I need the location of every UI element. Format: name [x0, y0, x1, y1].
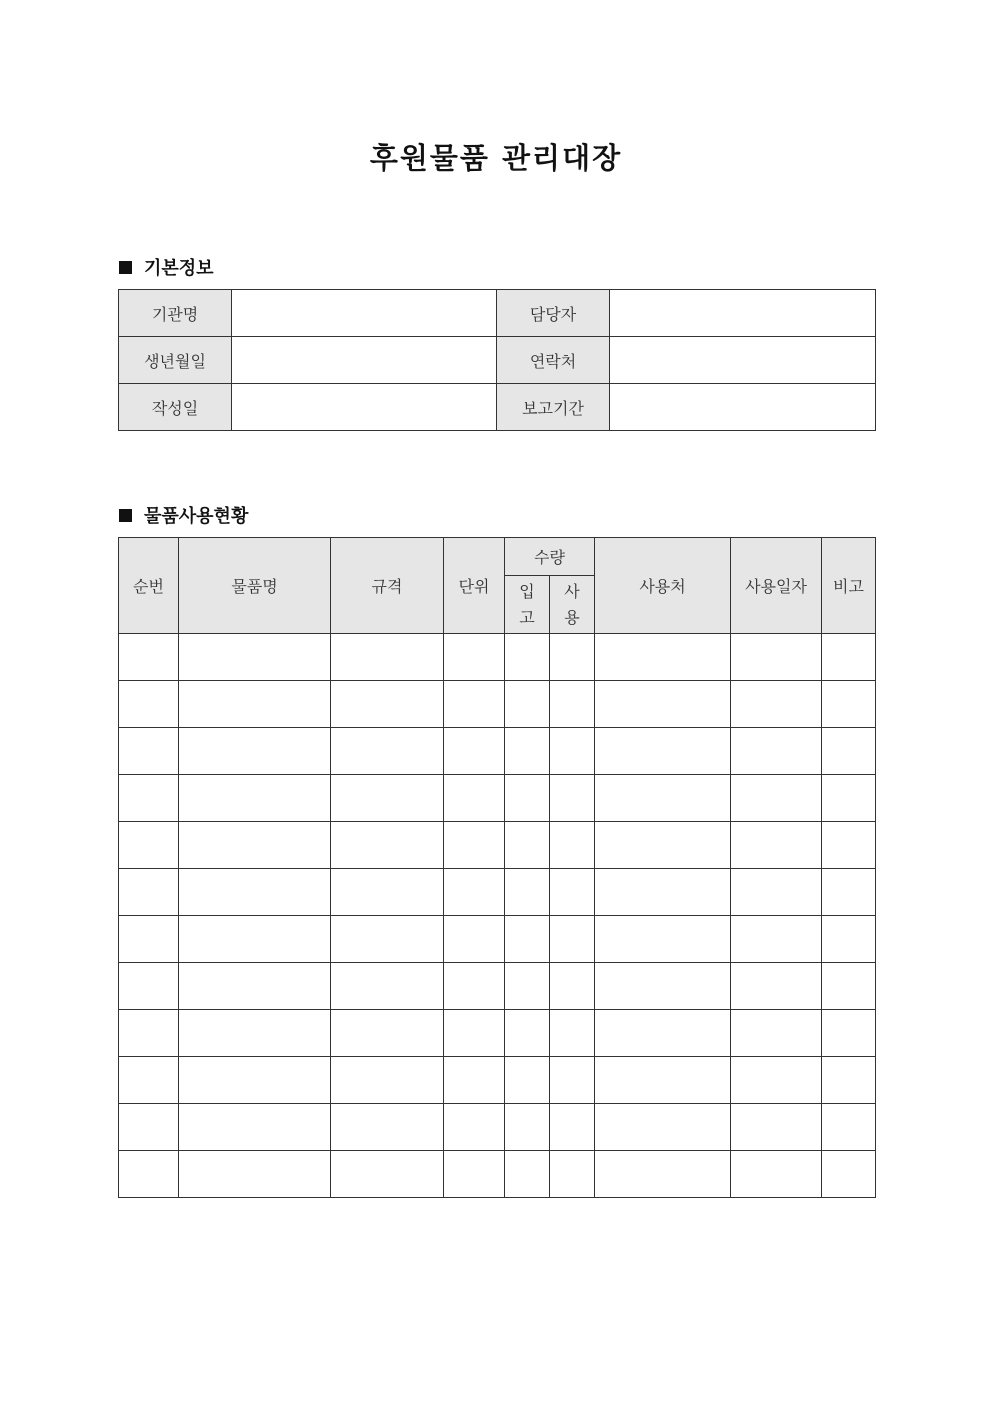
used-at-cell[interactable]	[595, 1104, 731, 1151]
note-cell[interactable]	[822, 634, 876, 681]
note-cell[interactable]	[822, 963, 876, 1010]
table-row	[119, 869, 876, 916]
used-at-cell[interactable]	[595, 775, 731, 822]
square-bullet-icon	[119, 261, 132, 274]
basic-label: 작성일	[119, 384, 232, 431]
unit-cell[interactable]	[444, 728, 505, 775]
header-in-bottom: 고	[519, 607, 535, 627]
item-name-cell[interactable]	[179, 1151, 331, 1198]
spec-cell[interactable]	[331, 1057, 444, 1104]
table-row	[119, 1104, 876, 1151]
unit-cell[interactable]	[444, 681, 505, 728]
item-name-cell[interactable]	[179, 634, 331, 681]
header-spec: 규격	[331, 538, 444, 634]
basic-value-field[interactable]	[232, 290, 497, 337]
in-qty-cell[interactable]	[505, 1151, 550, 1198]
square-bullet-icon	[119, 509, 132, 522]
unit-cell[interactable]	[444, 775, 505, 822]
used-at-cell[interactable]	[595, 822, 731, 869]
basic-label: 보고기간	[497, 384, 610, 431]
unit-cell[interactable]	[444, 1057, 505, 1104]
seq-cell[interactable]	[119, 1104, 179, 1151]
used-at-cell[interactable]	[595, 1010, 731, 1057]
basic-info-heading-text: 기본정보	[144, 258, 214, 279]
basic-info-table	[118, 289, 876, 431]
header-note: 비고	[822, 538, 876, 634]
in-qty-cell[interactable]	[505, 634, 550, 681]
seq-cell[interactable]	[119, 1151, 179, 1198]
seq-cell[interactable]	[119, 963, 179, 1010]
basic-info-row	[119, 290, 876, 337]
used-date-cell[interactable]	[731, 869, 822, 916]
used-date-cell[interactable]	[731, 1057, 822, 1104]
table-row	[119, 963, 876, 1010]
spec-cell[interactable]	[331, 822, 444, 869]
use-qty-cell[interactable]	[550, 1151, 595, 1198]
used-date-cell[interactable]	[731, 728, 822, 775]
header-seq: 순번	[119, 538, 179, 634]
basic-label: 생년월일	[119, 337, 232, 384]
use-qty-cell[interactable]	[550, 963, 595, 1010]
basic-info-row	[119, 337, 876, 384]
note-cell[interactable]	[822, 1151, 876, 1198]
header-unit: 단위	[444, 538, 505, 634]
table-row	[119, 1057, 876, 1104]
unit-cell[interactable]	[444, 634, 505, 681]
in-qty-cell[interactable]	[505, 822, 550, 869]
header-use-bottom: 용	[564, 607, 580, 627]
item-name-cell[interactable]	[179, 775, 331, 822]
note-cell[interactable]	[822, 1057, 876, 1104]
usage-heading	[119, 502, 248, 528]
spec-cell[interactable]	[331, 1104, 444, 1151]
item-name-cell[interactable]	[179, 1104, 331, 1151]
header-quantity-in	[505, 576, 550, 634]
spec-cell[interactable]	[331, 775, 444, 822]
used-date-cell[interactable]	[731, 1010, 822, 1057]
in-qty-cell[interactable]	[505, 963, 550, 1010]
unit-cell[interactable]	[444, 1010, 505, 1057]
spec-cell[interactable]	[331, 681, 444, 728]
use-qty-cell[interactable]	[550, 634, 595, 681]
unit-cell[interactable]	[444, 1151, 505, 1198]
seq-cell[interactable]	[119, 681, 179, 728]
document-title: 후원물품 관리대장	[369, 141, 623, 175]
basic-info-heading	[119, 254, 214, 280]
used-at-cell[interactable]	[595, 634, 731, 681]
in-qty-cell[interactable]	[505, 775, 550, 822]
item-name-cell[interactable]	[179, 916, 331, 963]
in-qty-cell[interactable]	[505, 916, 550, 963]
usage-table	[118, 537, 876, 1198]
seq-cell[interactable]	[119, 775, 179, 822]
use-qty-cell[interactable]	[550, 728, 595, 775]
basic-value-field[interactable]	[610, 290, 876, 337]
table-row	[119, 681, 876, 728]
used-at-cell[interactable]	[595, 963, 731, 1010]
in-qty-cell[interactable]	[505, 869, 550, 916]
basic-label: 기관명	[119, 290, 232, 337]
in-qty-cell[interactable]	[505, 728, 550, 775]
basic-value-field[interactable]	[610, 384, 876, 431]
used-date-cell[interactable]	[731, 775, 822, 822]
used-at-cell[interactable]	[595, 1151, 731, 1198]
basic-value-field[interactable]	[232, 337, 497, 384]
header-item-name: 물품명	[179, 538, 331, 634]
header-quantity-use	[550, 576, 595, 634]
item-name-cell[interactable]	[179, 681, 331, 728]
used-at-cell[interactable]	[595, 728, 731, 775]
usage-heading-text: 물품사용현황	[144, 506, 249, 527]
note-cell[interactable]	[822, 775, 876, 822]
used-date-cell[interactable]	[731, 1151, 822, 1198]
note-cell[interactable]	[822, 916, 876, 963]
note-cell[interactable]	[822, 869, 876, 916]
table-row	[119, 728, 876, 775]
header-quantity: 수량	[505, 538, 595, 576]
used-at-cell[interactable]	[595, 681, 731, 728]
in-qty-cell[interactable]	[505, 1057, 550, 1104]
note-cell[interactable]	[822, 1010, 876, 1057]
item-name-cell[interactable]	[179, 1010, 331, 1057]
use-qty-cell[interactable]	[550, 1104, 595, 1151]
unit-cell[interactable]	[444, 963, 505, 1010]
basic-value-field[interactable]	[232, 384, 497, 431]
basic-label: 연락처	[497, 337, 610, 384]
spec-cell[interactable]	[331, 1010, 444, 1057]
seq-cell[interactable]	[119, 916, 179, 963]
use-qty-cell[interactable]	[550, 1010, 595, 1057]
use-qty-cell[interactable]	[550, 916, 595, 963]
used-date-cell[interactable]	[731, 634, 822, 681]
in-qty-cell[interactable]	[505, 1104, 550, 1151]
use-qty-cell[interactable]	[550, 1057, 595, 1104]
item-name-cell[interactable]	[179, 869, 331, 916]
unit-cell[interactable]	[444, 822, 505, 869]
unit-cell[interactable]	[444, 869, 505, 916]
spec-cell[interactable]	[331, 634, 444, 681]
table-row	[119, 822, 876, 869]
use-qty-cell[interactable]	[550, 869, 595, 916]
use-qty-cell[interactable]	[550, 775, 595, 822]
spec-cell[interactable]	[331, 869, 444, 916]
spec-cell[interactable]	[331, 728, 444, 775]
unit-cell[interactable]	[444, 916, 505, 963]
note-cell[interactable]	[822, 728, 876, 775]
used-date-cell[interactable]	[731, 822, 822, 869]
header-used-at: 사용처	[595, 538, 731, 634]
spec-cell[interactable]	[331, 963, 444, 1010]
used-date-cell[interactable]	[731, 963, 822, 1010]
item-name-cell[interactable]	[179, 822, 331, 869]
used-date-cell[interactable]	[731, 916, 822, 963]
seq-cell[interactable]	[119, 728, 179, 775]
seq-cell[interactable]	[119, 869, 179, 916]
in-qty-cell[interactable]	[505, 681, 550, 728]
header-use-top: 사	[564, 581, 580, 601]
used-date-cell[interactable]	[731, 1104, 822, 1151]
table-row	[119, 1151, 876, 1198]
item-name-cell[interactable]	[179, 963, 331, 1010]
table-row	[119, 775, 876, 822]
header-in-top: 입	[519, 581, 535, 601]
spec-cell[interactable]	[331, 916, 444, 963]
seq-cell[interactable]	[119, 1057, 179, 1104]
item-name-cell[interactable]	[179, 728, 331, 775]
table-row	[119, 916, 876, 963]
basic-value-field[interactable]	[610, 337, 876, 384]
seq-cell[interactable]	[119, 634, 179, 681]
basic-label: 담당자	[497, 290, 610, 337]
used-date-cell[interactable]	[731, 681, 822, 728]
used-at-cell[interactable]	[595, 1057, 731, 1104]
table-row	[119, 634, 876, 681]
header-used-date: 사용일자	[731, 538, 822, 634]
seq-cell[interactable]	[119, 822, 179, 869]
used-at-cell[interactable]	[595, 869, 731, 916]
seq-cell[interactable]	[119, 1010, 179, 1057]
spec-cell[interactable]	[331, 1151, 444, 1198]
use-qty-cell[interactable]	[550, 822, 595, 869]
unit-cell[interactable]	[444, 1104, 505, 1151]
in-qty-cell[interactable]	[505, 1010, 550, 1057]
note-cell[interactable]	[822, 1104, 876, 1151]
item-name-cell[interactable]	[179, 1057, 331, 1104]
table-row	[119, 1010, 876, 1057]
note-cell[interactable]	[822, 822, 876, 869]
note-cell[interactable]	[822, 681, 876, 728]
use-qty-cell[interactable]	[550, 681, 595, 728]
used-at-cell[interactable]	[595, 916, 731, 963]
basic-info-row	[119, 384, 876, 431]
